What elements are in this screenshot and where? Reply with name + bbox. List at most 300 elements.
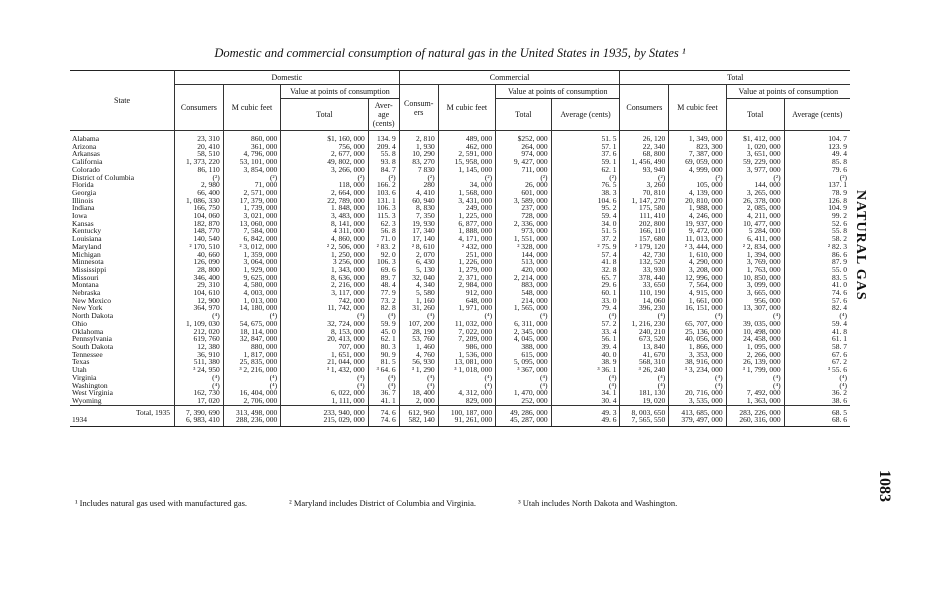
table-cell: 1, 610, 000: [669, 251, 726, 259]
table-cell: 110, 190: [620, 289, 669, 297]
table-cell: 148, 770: [175, 227, 224, 235]
table-cell: 56, 930: [399, 358, 438, 366]
table-cell: ² 75. 9: [551, 243, 620, 251]
table-cell: 6, 877, 000: [438, 220, 495, 228]
table-cell: 74. 6: [368, 416, 399, 426]
table-cell: 31, 260: [399, 304, 438, 312]
table-cell: 2, 571, 000: [223, 189, 280, 197]
state-name: Indiana: [70, 204, 175, 212]
table-cell: 1, 763, 000: [726, 266, 784, 274]
table-cell: (⁴): [551, 382, 620, 390]
table-cell: 1, 160: [399, 297, 438, 305]
table-cell: (²): [726, 174, 784, 182]
table-cell: ² 328, 000: [496, 243, 551, 251]
table-cell: 3, 665, 000: [726, 289, 784, 297]
table-cell: (²): [368, 174, 399, 182]
total-row: [70, 416, 850, 426]
table-cell: 90. 9: [368, 351, 399, 359]
table-cell: 93. 8: [368, 158, 399, 166]
table-cell: 40, 056, 000: [669, 335, 726, 343]
table-cell: (⁴): [175, 312, 224, 320]
table-row: [70, 281, 850, 289]
table-cell: 115. 3: [368, 212, 399, 220]
table-cell: 104. 6: [551, 197, 620, 205]
table-cell: 346, 400: [175, 274, 224, 282]
table-cell: 10, 290: [399, 150, 438, 158]
table-cell: 140, 540: [175, 235, 224, 243]
table-cell: 33, 930: [620, 266, 669, 274]
group-domestic: Domestic: [175, 71, 400, 85]
table-cell: (⁴): [669, 312, 726, 320]
table-cell: 202, 800: [620, 220, 669, 228]
state-name: Nebraska: [70, 289, 175, 297]
table-cell: 3, 769, 000: [726, 258, 784, 266]
table-cell: 364, 970: [175, 304, 224, 312]
table-cell: 1, 095, 000: [726, 343, 784, 351]
table-cell: 51. 5: [551, 131, 620, 143]
table-cell: (⁴): [399, 382, 438, 390]
table-cell: (⁴): [368, 374, 399, 382]
table-cell: (²): [669, 174, 726, 182]
table-cell: 489, 000: [438, 131, 495, 143]
state-name: Oklahoma: [70, 328, 175, 336]
table-cell: 41. 8: [784, 328, 850, 336]
table-cell: 7, 564, 000: [669, 281, 726, 289]
table-cell: (⁴): [438, 312, 495, 320]
table-cell: 2, 216, 000: [281, 281, 369, 289]
table-cell: 7, 209, 000: [438, 335, 495, 343]
table-cell: 29. 6: [551, 281, 620, 289]
table-cell: (⁴): [496, 382, 551, 390]
table-cell: 157, 680: [620, 235, 669, 243]
group-commercial: Commercial: [399, 71, 620, 85]
table-cell: 378, 440: [620, 274, 669, 282]
state-name: Minnesota: [70, 258, 175, 266]
table-cell: (⁴): [726, 382, 784, 390]
table-cell: 313, 498, 000: [223, 405, 280, 416]
state-name: Montana: [70, 281, 175, 289]
table-cell: 956, 000: [726, 297, 784, 305]
table-cell: 13, 307, 000: [726, 304, 784, 312]
table-cell: 1, 147, 270: [620, 197, 669, 205]
table-cell: 53, 101, 000: [223, 158, 280, 166]
table-cell: 58. 2: [784, 235, 850, 243]
table-cell: ² 179, 120: [620, 243, 669, 251]
table-cell: 2, 810: [399, 131, 438, 143]
table-cell: 79. 6: [784, 166, 850, 174]
table-cell: 9, 625, 000: [223, 274, 280, 282]
table-cell: $1, 160, 000: [281, 131, 369, 143]
table-cell: 74. 6: [368, 405, 399, 416]
table-cell: 22, 340: [620, 143, 669, 151]
table-cell: 55. 8: [784, 227, 850, 235]
table-cell: 1, 349, 000: [669, 131, 726, 143]
table-cell: (²): [399, 174, 438, 182]
table-cell: 57. 2: [551, 320, 620, 328]
table-cell: (⁴): [784, 374, 850, 382]
table-cell: 104. 9: [784, 204, 850, 212]
table-cell: 4, 171, 000: [438, 235, 495, 243]
table-cell: ² 3, 444, 000: [669, 243, 726, 251]
table-cell: 4, 340: [399, 281, 438, 289]
page-number: 1083: [876, 470, 893, 502]
table-cell: 1. 848, 000: [281, 204, 369, 212]
table-cell: 7 830: [399, 166, 438, 174]
table-row: [70, 397, 850, 405]
state-name: Kansas: [70, 220, 175, 228]
table-cell: 4, 915, 000: [669, 289, 726, 297]
table-cell: 107, 200: [399, 320, 438, 328]
table-cell: 10, 850, 000: [726, 274, 784, 282]
table-cell: 45. 0: [368, 328, 399, 336]
table-cell: 15, 958, 000: [438, 158, 495, 166]
state-name: Illinois: [70, 197, 175, 205]
table-cell: (⁴): [669, 374, 726, 382]
table-cell: 7, 390, 690: [175, 405, 224, 416]
table-cell: 28, 800: [175, 266, 224, 274]
state-name: New York: [70, 304, 175, 312]
table-cell: ³ 2, 216, 000: [223, 366, 280, 374]
table-row: [70, 389, 850, 397]
table-cell: (⁴): [551, 312, 620, 320]
state-name: Georgia: [70, 189, 175, 197]
table-cell: 166, 750: [175, 204, 224, 212]
table-cell: 280: [399, 181, 438, 189]
table-cell: 7, 387, 000: [669, 150, 726, 158]
table-row: [70, 235, 850, 243]
state-name: Ohio: [70, 320, 175, 328]
table-cell: 70, 810: [620, 189, 669, 197]
table-cell: (²): [620, 174, 669, 182]
table-cell: 288, 236, 000: [223, 416, 280, 426]
gas-consumption-table: [70, 70, 850, 427]
table-cell: (²): [438, 174, 495, 182]
table-cell: (⁴): [669, 382, 726, 390]
state-name: Texas: [70, 358, 175, 366]
table-cell: 49. 3: [551, 405, 620, 416]
table-cell: 1, 279, 000: [438, 266, 495, 274]
table-cell: 126. 8: [784, 197, 850, 205]
table-cell: 283, 226, 000: [726, 405, 784, 416]
table-cell: 40. 0: [551, 351, 620, 359]
table-cell: 1, 086, 330: [175, 197, 224, 205]
table-cell: 104. 7: [784, 131, 850, 143]
table-cell: 17, 340: [399, 227, 438, 235]
table-cell: 100, 187, 000: [438, 405, 495, 416]
table-cell: 26, 378, 000: [726, 197, 784, 205]
table-cell: 69, 059, 000: [669, 158, 726, 166]
table-cell: 1, 888, 000: [438, 227, 495, 235]
table-cell: 62. 3: [368, 220, 399, 228]
table-cell: 707, 000: [281, 343, 369, 351]
table-cell: 912, 000: [438, 289, 495, 297]
table-cell: 462, 000: [438, 143, 495, 151]
table-cell: 756, 000: [281, 143, 369, 151]
table-cell: (⁴): [281, 382, 369, 390]
table-cell: 511, 380: [175, 358, 224, 366]
table-cell: 214, 000: [496, 297, 551, 305]
table-cell: 61. 1: [784, 335, 850, 343]
table-cell: 612, 960: [399, 405, 438, 416]
table-cell: 6, 842, 000: [223, 235, 280, 243]
table-cell: (⁴): [551, 374, 620, 382]
table-cell: 68. 5: [784, 405, 850, 416]
table-cell: 3, 535, 000: [669, 397, 726, 405]
table-cell: 11, 742, 000: [281, 304, 369, 312]
table-cell: (²): [281, 174, 369, 182]
table-cell: 33. 4: [551, 328, 620, 336]
table-cell: 12, 996, 000: [669, 274, 726, 282]
table-cell: 2, 677, 000: [281, 150, 369, 158]
table-cell: 11, 013, 000: [669, 235, 726, 243]
table-cell: 59. 4: [784, 320, 850, 328]
col-tot-mcf: M cubic feet: [669, 85, 726, 131]
table-cell: 20, 810, 000: [669, 197, 726, 205]
table-cell: 1, 343, 000: [281, 266, 369, 274]
state-name: Maryland: [70, 243, 175, 251]
table-cell: 48. 4: [368, 281, 399, 289]
table-cell: 83, 270: [399, 158, 438, 166]
table-cell: 4, 290, 000: [669, 258, 726, 266]
table-cell: 166, 110: [620, 227, 669, 235]
table-cell: 673, 520: [620, 335, 669, 343]
table-cell: ² 83. 2: [368, 243, 399, 251]
state-name: Wyoming: [70, 397, 175, 405]
table-cell: 1, 470, 000: [496, 389, 551, 397]
table-cell: 742, 000: [281, 297, 369, 305]
table-cell: 52. 6: [784, 220, 850, 228]
table-row: [70, 243, 850, 251]
table-cell: 76. 5: [551, 181, 620, 189]
table-cell: 237, 000: [496, 204, 551, 212]
table-cell: 60. 1: [551, 289, 620, 297]
table-cell: (⁴): [620, 382, 669, 390]
footnote-2: ² Maryland includes District of Columbia and Virginia.: [289, 498, 476, 508]
table-cell: 615, 000: [496, 351, 551, 359]
table-cell: 54, 675, 000: [223, 320, 280, 328]
table-cell: 13, 840: [620, 343, 669, 351]
table-cell: 1, 739, 000: [223, 204, 280, 212]
col-dom-mcf: M cubic feet: [223, 85, 280, 131]
table-row: [70, 374, 850, 382]
table-cell: (²): [496, 174, 551, 182]
table-cell: (⁴): [368, 382, 399, 390]
state-name: Arkansas: [70, 150, 175, 158]
table-cell: 10, 498, 000: [726, 328, 784, 336]
table-cell: 104, 610: [175, 289, 224, 297]
table-row: [70, 304, 850, 312]
table-cell: 4 311, 000: [281, 227, 369, 235]
table-cell: 13, 081, 000: [438, 358, 495, 366]
table-cell: 4, 003, 000: [223, 289, 280, 297]
table-cell: 71, 000: [223, 181, 280, 189]
table-cell: 1, 363, 000: [726, 397, 784, 405]
footnote-1: ¹ Includes natural gas used with manufactured gas.: [75, 498, 248, 508]
table-cell: 2, 980: [175, 181, 224, 189]
table-cell: 49. 4: [784, 150, 850, 158]
col-com-value: Value at points of consumption: [496, 85, 620, 99]
table-cell: 41. 8: [551, 258, 620, 266]
table-cell: 2, 706, 000: [223, 397, 280, 405]
table-cell: 3, 099, 000: [726, 281, 784, 289]
table-cell: 1, 929, 000: [223, 266, 280, 274]
table-cell: 85. 8: [784, 158, 850, 166]
table-cell: 260, 316, 000: [726, 416, 784, 426]
table-cell: 1, 817, 000: [223, 351, 280, 359]
table-cell: 3, 064, 000: [223, 258, 280, 266]
table-row: [70, 197, 850, 205]
state-name: Florida: [70, 181, 175, 189]
table-cell: 396, 230: [620, 304, 669, 312]
table-cell: 55. 0: [784, 266, 850, 274]
state-name: Iowa: [70, 212, 175, 220]
table-cell: (²): [551, 174, 620, 182]
table-cell: (²): [223, 174, 280, 182]
table-cell: 4, 312, 000: [438, 389, 495, 397]
table-cell: (⁴): [438, 382, 495, 390]
table-cell: 41. 1: [368, 397, 399, 405]
table-cell: ³ 1, 018, 000: [438, 366, 495, 374]
table-cell: 32, 847, 000: [223, 335, 280, 343]
table-cell: 2, 591, 000: [438, 150, 495, 158]
table-cell: 1, 226, 000: [438, 258, 495, 266]
table-cell: 118, 000: [281, 181, 369, 189]
table-row: [70, 366, 850, 374]
state-name: District of Columbia: [70, 174, 175, 182]
table-cell: ³ 26, 240: [620, 366, 669, 374]
table-cell: 39, 035, 000: [726, 320, 784, 328]
table-cell: 4, 139, 000: [669, 189, 726, 197]
table-cell: 249, 000: [438, 204, 495, 212]
table-cell: 14, 060: [620, 297, 669, 305]
table-cell: ³ 1, 799, 000: [726, 366, 784, 374]
table-cell: 4, 796, 000: [223, 150, 280, 158]
table-cell: 83. 5: [784, 274, 850, 282]
table-cell: 87. 9: [784, 258, 850, 266]
table-cell: 69. 6: [368, 266, 399, 274]
table-cell: 79. 4: [551, 304, 620, 312]
table-cell: 105, 000: [669, 181, 726, 189]
state-name: Colorado: [70, 166, 175, 174]
table-cell: 251, 000: [438, 251, 495, 259]
table-cell: 4, 760: [399, 351, 438, 359]
table-cell: 39. 4: [551, 343, 620, 351]
table-cell: 67. 6: [784, 351, 850, 359]
state-name: Missouri: [70, 274, 175, 282]
table-cell: 38. 9: [551, 358, 620, 366]
table-row: [70, 131, 850, 143]
table-row: [70, 289, 850, 297]
table-cell: ³ 36. 1: [551, 366, 620, 374]
table-cell: 7, 022, 000: [438, 328, 495, 336]
table-cell: 8, 153, 000: [281, 328, 369, 336]
table-cell: 166. 2: [368, 181, 399, 189]
table-cell: 2, 000: [399, 397, 438, 405]
table-cell: 93, 940: [620, 166, 669, 174]
table-cell: 24, 458, 000: [726, 335, 784, 343]
table-cell: 3, 651, 000: [726, 150, 784, 158]
table-cell: 1, 225, 000: [438, 212, 495, 220]
table-cell: 104, 060: [175, 212, 224, 220]
table-cell: 3, 977, 000: [726, 166, 784, 174]
table-cell: 99. 2: [784, 212, 850, 220]
state-name: West Virginia: [70, 389, 175, 397]
table-cell: 2, 336, 000: [496, 220, 551, 228]
table-cell: ³ 1, 432, 000: [281, 366, 369, 374]
table-cell: 86, 110: [175, 166, 224, 174]
table-cell: 68, 800: [620, 150, 669, 158]
table-cell: 252, 000: [496, 397, 551, 405]
table-cell: 34. 0: [551, 220, 620, 228]
col-com-total: Total: [496, 99, 551, 131]
table-cell: 1, 111, 000: [281, 397, 369, 405]
table-cell: 4, 246, 000: [669, 212, 726, 220]
table-cell: 6, 311, 000: [496, 320, 551, 328]
table-cell: (⁴): [368, 312, 399, 320]
table-cell: 2, 345, 000: [496, 328, 551, 336]
table-cell: (⁴): [223, 374, 280, 382]
table-cell: 1, 568, 000: [438, 189, 495, 197]
table-cell: 379, 497, 000: [669, 416, 726, 426]
table-cell: 45, 287, 000: [496, 416, 551, 426]
table-cell: 1, 460: [399, 343, 438, 351]
table-cell: 10, 477, 000: [726, 220, 784, 228]
table-cell: 32, 724, 000: [281, 320, 369, 328]
table-cell: 711, 000: [496, 166, 551, 174]
table-cell: 25, 835, 000: [223, 358, 280, 366]
table-cell: (⁴): [784, 382, 850, 390]
table-cell: 26, 139, 000: [726, 358, 784, 366]
col-state: State: [70, 71, 175, 131]
table-cell: 3, 854, 000: [223, 166, 280, 174]
table-cell: 77. 9: [368, 289, 399, 297]
table-cell: 59, 229, 000: [726, 158, 784, 166]
table-cell: 59. 4: [551, 212, 620, 220]
col-dom-average: Aver-age (cents): [368, 99, 399, 131]
state-name: Louisiana: [70, 235, 175, 243]
table-cell: 20, 716, 000: [669, 389, 726, 397]
table-cell: 8, 830: [399, 204, 438, 212]
table-cell: 28, 190: [399, 328, 438, 336]
table-cell: 144, 000: [726, 181, 784, 189]
table-cell: 601, 000: [496, 189, 551, 197]
table-cell: 4, 580, 000: [223, 281, 280, 289]
table-cell: ³ 367, 000: [496, 366, 551, 374]
table-cell: (²): [175, 174, 224, 182]
table-cell: 2, 266, 000: [726, 351, 784, 359]
table-cell: 1, 394, 000: [726, 251, 784, 259]
table-cell: (⁴): [620, 374, 669, 382]
table-cell: 829, 000: [438, 397, 495, 405]
table-cell: 16, 151, 000: [669, 304, 726, 312]
table-cell: 4, 211, 000: [726, 212, 784, 220]
col-tot-average: Average (cents): [784, 99, 850, 131]
table-cell: 1, 988, 000: [669, 204, 726, 212]
table-cell: 6, 022, 000: [281, 389, 369, 397]
table-cell: 1, 020, 000: [726, 143, 784, 151]
table-cell: 18, 114, 000: [223, 328, 280, 336]
state-name: California: [70, 158, 175, 166]
table-cell: (⁴): [620, 312, 669, 320]
table-cell: 60, 940: [399, 197, 438, 205]
state-name: Virginia: [70, 374, 175, 382]
table-cell: 19, 020: [620, 397, 669, 405]
table-cell: 92. 0: [368, 251, 399, 259]
table-cell: (⁴): [175, 382, 224, 390]
table-cell: (⁴): [223, 312, 280, 320]
table-cell: 103. 6: [368, 189, 399, 197]
table-cell: 16, 404, 000: [223, 389, 280, 397]
